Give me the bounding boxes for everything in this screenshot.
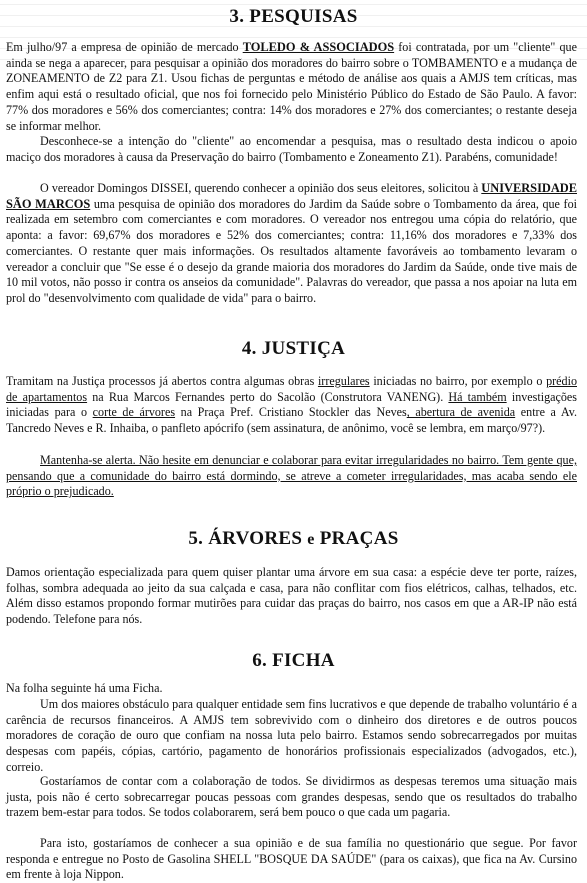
underlined-predio: prédio de apartamentos (6, 374, 577, 404)
text-run: na Rua Marcos Fernandes perto do Sacolão (Construtora VANENG). (87, 389, 449, 404)
company-name: TOLEDO & ASSOCIADOS (242, 40, 395, 54)
pesquisas-paragraph-3 (6, 181, 577, 307)
heading-arvores-end: PRAÇAS (314, 528, 399, 549)
text-run: foi contratada, por um "cliente" que ainda se nega a aparecer, para pesquisar a opinião dos moradores do bairro sobre o TOMBAMENTO e a mudança de ZONEAMENTO de Z2 para Z1. Usou fichas de perguntas e método de análise aos quais a AMJS tem críticas, mas enfim aqui está o resultado oficial, que nos foi fornecido pelo Ministério Público do Estado de São Paulo. A favor: 77% dos moradores e 56% dos comerciantes; contra: 14% dos moradores e 27% dos comerciantes; o restante deseja se informar melhor. (6, 40, 577, 133)
pesquisas-paragraph-2: Desconhece-se a intenção do "cliente" ao encomendar a pesquisa, mas o resultado desta indicou o apoio maciço dos moradores à causa da Preservação do bairro (Tombamento e Zoneamento Z1). Parabéns, comunidade! (6, 134, 577, 164)
underlined-warning: Mantenha-se alerta. Não hesite em denunciar e colaborar para evitar irregularidades no bairro. Tem gente que, pensando que a comunidade do bairro está dormindo, se atreve a cometer irregularidades, mas acaba sendo ele próprio o prejudicado. (6, 453, 577, 499)
heading-justica: 4. JUSTIÇA (241, 338, 346, 359)
text-run: investigações iniciadas para o (6, 389, 577, 420)
text-run: iniciadas no bairro, por exemplo o (369, 374, 547, 388)
text-run: entre a Av. Tancredo Neves e R. Inhaiba, o panfleto apócrifo (sem assinatura, de anônimo, você se lembra, em março/97?). (6, 405, 577, 436)
heading-arvores (0, 528, 587, 551)
heading-arvores-main: 5. ÁRVORES (188, 528, 308, 549)
university-name: UNIVERSIDADE SÃO MARCOS (6, 181, 577, 211)
justica-paragraph-1 (6, 374, 577, 437)
text-run: Tramitam na Justiça processos já abertos contra algumas obras (6, 374, 318, 388)
underlined-ha-tambem: Há também (448, 389, 507, 404)
arvores-paragraph-1: Damos orientação especializada para quem quiser plantar uma árvore em sua casa: a espécie deve ter porte, raízes, folhas, sombra adequada ao jeito da sua calçada e casa, para não conflitar com fios elétricos, calhas, telhados, etc. Além disso estamos propondo formar mutirões para cuidar das praças do bairro, nos casos em que a AR-IP não está podendo. Telefone para nós. (6, 565, 577, 627)
heading-ficha: 6. FICHA (252, 650, 335, 671)
text-run: uma pesquisa de opinião dos moradores do Jardim da Saúde sobre o Tombamento da área, que foi realizada em setembro com comerciantes e com moradores. O vereador nos entregou uma cópia do relatório, que aponta: a favor: 69,67% dos moradores e 52% dos comerciantes; contra: 11,16% dos moradores e 7,33% dos comerciantes. O restante quer mais informações. Os resultados altamente favoráveis ao tombamento levaram o vereador a concluir que "Se esse é o desejo da grande maioria dos moradores do Jardim da Saúde, onde tive mais de 10 mil votos, não posso ir contra os anseios da comunidade". Palavras do vereador, que passa a nos apoiar na luta em prol do "desenvolvimento com qualidade de vida" para o bairro. (6, 196, 577, 305)
ficha-paragraph-1: Um dos maiores obstáculo para qualquer entidade sem fins lucrativos e que depende de trabalho voluntário é a carência de recursos financeiros. A AMJS tem sobrevivido com o dinheiro dos diretores e de outros poucos moradores de coração de ouro que confiam na nossa luta pelo bairro. Estamos sendo sobrecarregados por muitas despesas com papéis, cópias, cartório, pagamento de honorários profissionais especializados (advogados, etc.), correio. (6, 697, 577, 774)
text-run: O vereador Domingos DISSEI, querendo conhecer a opinião dos seus eleitores, solicitou à (40, 181, 482, 195)
ficha-paragraph-0: Na folha seguinte há uma Ficha. (6, 681, 163, 695)
underlined-abertura: , abertura de avenida (406, 405, 516, 420)
ficha-paragraph-3: Para isto, gostaríamos de conhecer a sua opinião e de sua família no questionário que segue. Por favor responda e entregue no Posto de Gasolina SHELL "BOSQUE DA SAÚDE" (para os caixas), que fica na Av. Cursino em frente à loja Nippon. (6, 836, 577, 882)
text-run: Em julho/97 a empresa de opinião de mercado (6, 40, 243, 54)
underlined-irregulares: irregulares (317, 374, 370, 388)
underlined-corte: corte de árvores (92, 405, 176, 420)
ficha-paragraph-2: Gostaríamos de contar com a colaboração de todos. Se dividirmos as despesas teremos uma situação mais justa, pois não é certo sobrecarregar poucas pessoas com grandes despesas, sendo que os resultados do trabalho trazem bem-estar para todos. Se todos colaborarem, será bem pouco o que cada um pagaria. (6, 774, 577, 820)
pesquisas-paragraph-1 (6, 40, 577, 134)
heading-pesquisas: 3. PESQUISAS (229, 6, 358, 27)
justica-paragraph-2 (6, 453, 577, 500)
text-run: na Praça Pref. Cristiano Stockler das Neves (175, 405, 407, 420)
heading-arvores-e: e (307, 531, 315, 548)
